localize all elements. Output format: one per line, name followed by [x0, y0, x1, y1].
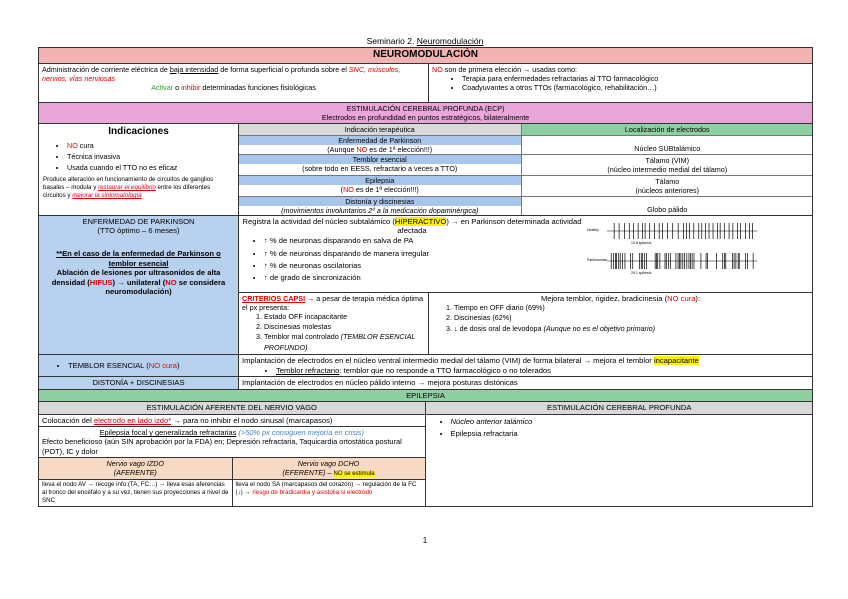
- loc-row: Núcleo SUBtalámico: [521, 135, 813, 154]
- vago-izdo-text: lleva el nodo AV → recoge info (TA, FC…) → lleva esas aferencias al tronco del encéfalo y a su vez, tienen sus proyecciones a nivel de SNC: [39, 480, 232, 506]
- page: [38, 36, 812, 545]
- col-location: Localización de electrodos: [521, 124, 813, 136]
- vago-indications: Epilepsia focal y generalizada refractarias (>50% px consiguen mejoría en crisis) Efecto beneficioso (aún SIN aprobación por la FDA) en; Depresión refractaria, Taquicardia ortostática postural (POT), IC y dolor: [39, 427, 425, 458]
- ind-bullet: • NO cura: [67, 140, 234, 151]
- neuro-definition: Administración de corriente eléctrica de baja intensidad de forma superficial o profunda sobre el SNC, músculos, nervios, vías nerviosas Activar o inhibir determinadas funciones fisiológicas: [39, 63, 429, 102]
- distonia-label: DISTONÍA + DISCINESIAS: [39, 377, 239, 389]
- distonia-text: Implantación de electrodos en núcleo pálido interno → mejora posturas distónicas: [239, 377, 813, 389]
- ecp-header: ESTIMULACIÓN CEREBRAL PROFUNDA (ECP) Electrodos en profundidad en puntos estratégicos, bilateralmente: [39, 102, 813, 123]
- neuro-bullet: • Coadyuvantes a otros TTOs (farmacológico, rehabilitación…): [462, 83, 809, 92]
- page-number: 1: [422, 536, 428, 545]
- ecp-epi-item: • Epilepsia refractaria: [451, 428, 811, 440]
- capsi-item: 2. Discinesias molestas: [264, 322, 425, 332]
- parkinson-label: ENFERMEDAD DE PARKINSON (TTO óptimo – 6 meses) **En el caso de la enfermedad de Parkinson o temblor esencial Ablación de lesiones por ultrasonidos de alta densidad (HIFUS) → unilateral (NO se considera neuromodulación): [39, 215, 239, 355]
- neuro-bullet: • Terapia para enfermedades refractarias al TTO farmacológico: [462, 74, 809, 83]
- vago-placement: Colocación del electrodo en lado izdo* → para no inhibir el nodo sinusal (marcapasos): [39, 414, 425, 426]
- reg-bullet: • ↑ de grado de sincronización: [264, 272, 809, 284]
- parkinsonian-trace: [607, 252, 757, 270]
- epilepsia-table: [39, 402, 813, 505]
- improvement-item: 1. Tiempo en OFF diario (69%): [454, 303, 809, 313]
- spike-traces: Healthy 13.8 spikes/s Parkinsonian 29.1 spikes/s: [587, 220, 777, 286]
- ind-bullet: • Técnica invasiva: [67, 151, 234, 162]
- parkinson-improvement: Mejora temblor, rigidez, bradicinesia (NO cura): 1. Tiempo en OFF diario (69%) 2. Discinesias (62%) 3. ↓ de dosis oral de levodopa (Aunque no es el objetivo primario): [429, 292, 813, 355]
- healthy-trace: [607, 222, 757, 240]
- ecp-epi-title: ESTIMULACIÓN CEREBRAL PROFUNDA: [425, 402, 813, 414]
- loc-row: Tálamo (VIM) (núcleo intermedio medial del tálamo): [521, 154, 813, 175]
- ecp-indications: Indicaciones • NO cura • Técnica invasiva • Usada cuando el TTO no es eficaz Produce alteración en funcionamiento de circuitos de ganglios basales – modula y restaurar el equilibrio entre los diferentes circuitos y mejorar la sintomatología: [39, 123, 239, 215]
- col-indication: Indicación terapéutica: [239, 124, 521, 136]
- vago-dcho-header: Nervio vago DCHO (EFERENTE) – NO se estimula: [232, 457, 425, 480]
- vago-title: ESTIMULACIÓN AFERENTE DEL NERVIO VAGO: [39, 402, 425, 414]
- neuro-use: NO son de primera elección → usadas como: • Terapia para enfermedades refractarias al TTO farmacológico • Coadyuvantes a otros TTOs (farmacológico, rehabilitación…): [429, 63, 813, 102]
- capsi-item: 3. Temblor mal controlado (TEMBLOR ESENCIAL PROFUNDO): [264, 332, 425, 353]
- ind-row-temblor: Temblor esencial (sobre todo en EESS, refractario a veces a TTO): [239, 154, 521, 175]
- reg-bullet: • ↑ % de neuronas oscilatorias: [264, 260, 809, 272]
- epilepsia-section: [39, 402, 813, 506]
- seminar-header: [38, 36, 812, 47]
- ecp-indication-table: [239, 123, 813, 215]
- capsi-criteria: CRITERIOS CAPSI → a pesar de terapia médica óptima el px presenta: 1. Estado OFF incapacitante 2. Discinesias molestas 3. Temblor mal controlado (TEMBLOR ESENCIAL PROFUNDO): [239, 292, 429, 355]
- header-prefix: Seminario 2.: [366, 36, 417, 46]
- ind-row-parkinson: Enfermedad de Parkinson (Aunque NO es de 1ª elección!!!): [239, 135, 521, 154]
- capsi-item: 1. Estado OFF incapacitante: [264, 312, 425, 322]
- improvement-item: 2. Discinesias (62%): [454, 313, 809, 323]
- temblor-label: • TEMBLOR ESENCIAL (NO cura): [39, 355, 239, 377]
- improvement-item: 3. ↓ de dosis oral de levodopa (Aunque no es el objetivo primario): [454, 324, 809, 334]
- reg-bullet: • ↑ % de neuronas disparando de manera irregular: [264, 248, 809, 260]
- loc-row: Tálamo (núcleos anteriores): [521, 175, 813, 196]
- header-title: Neuromodulación: [416, 36, 484, 46]
- epilepsia-title: EPILEPSIA: [39, 389, 813, 401]
- ind-bullet: • Usada cuando el TTO no es eficaz: [67, 162, 234, 173]
- reg-bullet: • ↑ % de neuronas disparando en salva de PA: [264, 235, 809, 247]
- temblor-text: Implantación de electrodos en el núcleo ventral intermedio medial del tálamo (VIM) de forma bilateral → mejora el temblor incapacitante • Temblor refractario: temblor que no responde a TTO farmacológico o no tolerados: [239, 355, 813, 377]
- loc-row: Globo pálido: [521, 196, 813, 215]
- ind-row-distonia: Distonía y discinesias (movimientos involuntarios 2º a la medicación dopaminérgica): [239, 196, 521, 215]
- ind-row-epilepsia: Epilepsia (NO es de 1ª elección!!!): [239, 175, 521, 196]
- neuro-title: NEUROMODULACIÓN: [39, 48, 813, 64]
- main-table: [38, 47, 813, 507]
- parkinson-register: Registra la actividad del núcleo subtalámico (HIPERACTIVO) → en Parkinson determinada actividad afectada • ↑ % de neuronas disparando en salva de PA • ↑ % de neuronas disparando de manera irregular • ↑ % de neuronas oscilatorias • ↑ de grado de sincronización Healthy 13.8 spikes/s Parkinsonian 29.1 spikes/s: [239, 215, 813, 292]
- ecp-epi-list: [425, 414, 813, 505]
- ecp-epi-item: • Núcleo anterior talámico: [451, 416, 811, 428]
- vago-dcho-text: lleva el nodo SA (marcapasos del corazón) → regulación de la FC (↓) → riesgo de bradicardia y asistolia si electrodo: [232, 480, 425, 506]
- vago-izdo-header: Nervio vago IZDO (AFERENTE): [39, 457, 232, 480]
